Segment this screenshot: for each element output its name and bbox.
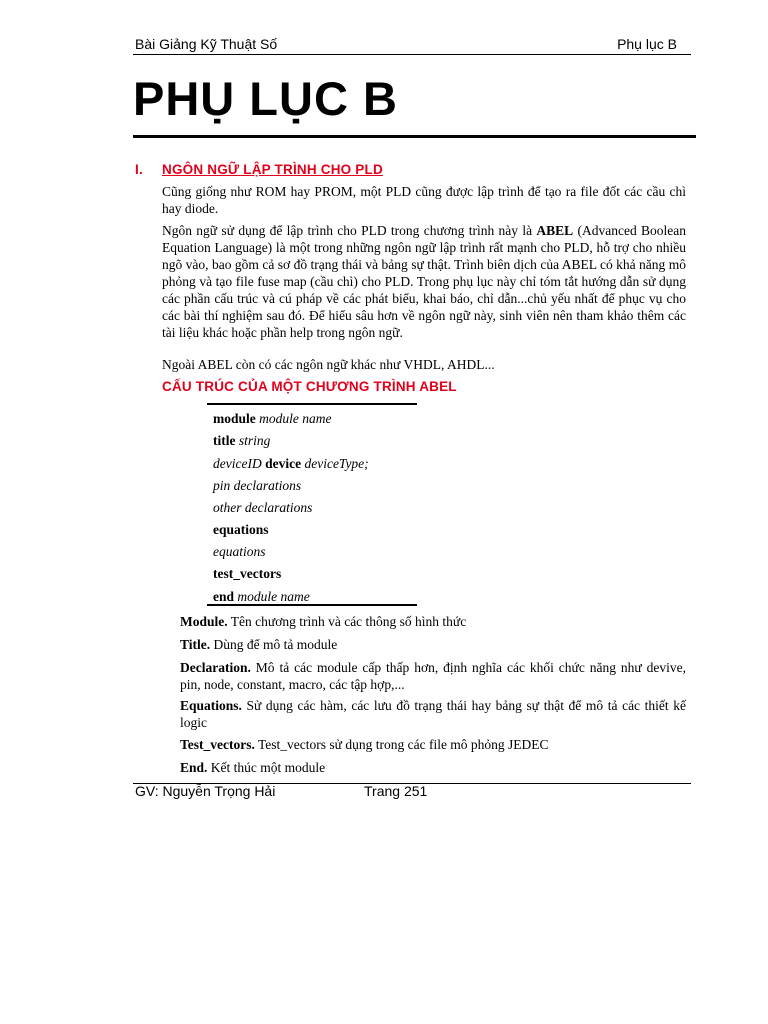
paragraph: Cũng giống như ROM hay PROM, một PLD cũng được lập trình để tạo ra file đốt các cầu chì hay diode. [162,184,686,216]
code-line-end: end module name [213,589,310,604]
code-bottom-rule [207,604,417,606]
page-title: PHỤ LỤC B [133,72,398,125]
header-left: Bài Giảng Kỹ Thuật Số [135,36,278,52]
code-line-equations-kw: equations [213,522,269,537]
section-heading: NGÔN NGỮ LẬP TRÌNH CHO PLD [162,162,383,177]
definition-item: Title. Dùng để mô tả module [180,637,338,652]
code-line-pin: pin declarations [213,478,302,493]
code-line-other: other declarations [213,500,313,515]
definition-item: Test_vectors. Test_vectors sử dụng trong các file mô phỏng JEDEC [180,737,549,752]
paragraph: Ngoài ABEL còn có các ngôn ngữ khác như VHDL, AHDL... [162,357,495,372]
footer-page-number: Trang 251 [364,783,428,799]
code-line-equations: equations [213,544,266,559]
footer-author: GV: Nguyễn Trọng Hải [135,783,276,799]
abel-bold: ABEL [536,223,574,238]
title-rule [133,135,696,138]
paragraph: Ngôn ngữ sử dụng để lập trình cho PLD trong chương trình này là ABEL (Advanced Boolean Equation Language) là một trong những ngôn ngữ lập trình rất mạnh cho PLD, hỗ trợ cho nhiều ngõ vào, bao gồm cả sơ đồ trạng thái và bảng sự thật. Trình biên dịch của ABEL có khả năng mô phỏng và tạo file fuse map (cầu chì) cho PLD. Trong phụ lục này chỉ tóm tắt hướng dẫn sử dụng các phần cấu trúc và cú pháp về các phát biểu, khai báo, chỉ dẫn...chủ yếu nhất để phục vụ cho các bài thí nghiệm sau đó. Để hiểu sâu hơn về ngôn ngữ này, sinh viên nên tham khảo thêm các tài liệu khác hoặc phần help trong ngôn ngữ. [162,223,686,340]
definition-item: Equations. Sử dụng các hàm, các lưu đồ trạng thái hay bảng sự thật để mô tả các thiết kế logic [180,698,686,730]
code-top-rule [207,403,417,405]
code-line-module: module module name [213,411,332,426]
code-line-title: title string [213,433,271,448]
header-rule [133,54,691,55]
code-line-device: deviceID device deviceType; [213,456,369,471]
definition-item: Declaration. Mô tả các module cấp thấp hơn, định nghĩa các khối chức năng như devive, pin, node, constant, macro, các tập hợp,... [180,660,686,692]
subsection-heading: CẤU TRÚC CỦA MỘT CHƯƠNG TRÌNH ABEL [162,379,457,394]
code-line-test-vectors: test_vectors [213,566,282,581]
definition-item: End. Kết thúc một module [180,760,326,775]
definition-item: Module. Tên chương trình và các thông số hình thức [180,614,467,629]
section-number: I. [135,162,143,177]
header-right: Phụ lục B [617,36,677,52]
